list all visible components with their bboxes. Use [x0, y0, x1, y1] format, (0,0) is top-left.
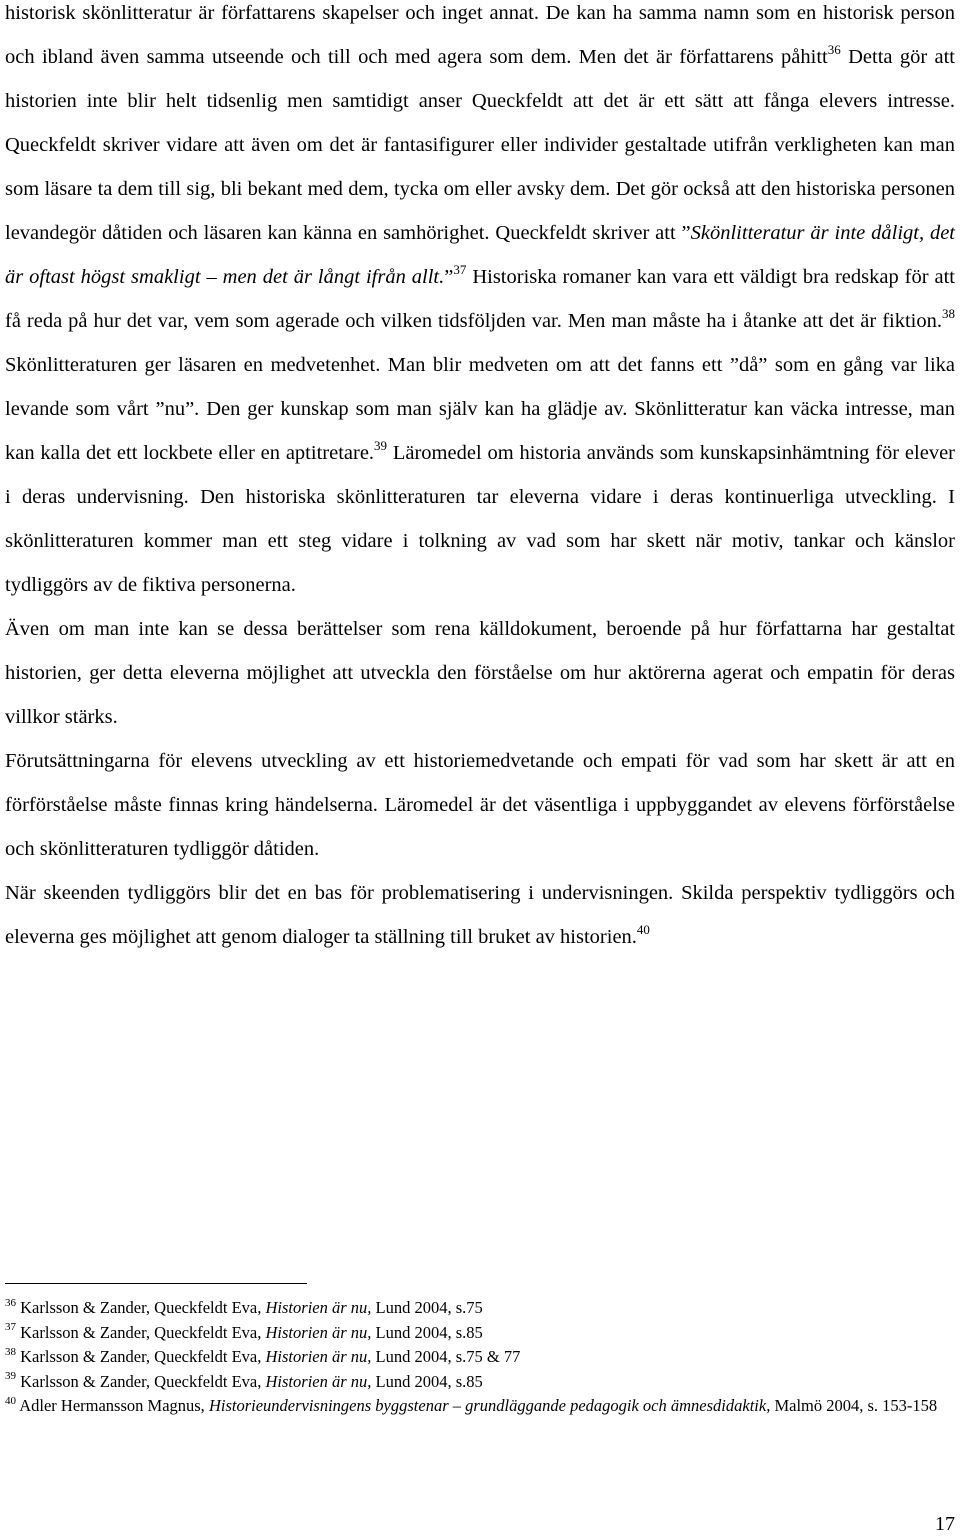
text-run: ”	[444, 266, 454, 288]
text-run: Karlsson & Zander, Queckfeldt Eva,	[20, 1322, 266, 1342]
text-run: Lund 2004, s.75	[371, 1298, 483, 1317]
italic-text: Historien är nu,	[265, 1322, 372, 1342]
footnote	[5, 1296, 955, 1321]
footnote-number: 40	[5, 1394, 16, 1407]
footnote-reference: 36	[827, 42, 841, 58]
footnote-number: 36	[5, 1296, 16, 1309]
text-run: När skeenden tydliggörs blir det en bas för problematisering i undervisningen. Skilda perspektiv tydliggörs och eleverna ges möjlighet att genom dialoger ta ställning till bruket av historien.	[5, 882, 955, 948]
text-run: Detta gör att historien inte blir helt tidsenlig men samtidigt anser Queckfeldt att det är ett sätt att fånga elevers intresse. Queckfeldt skriver vidare att även om det är fantasifigurer eller individer gestaltade utifrån verkligheten kan man som läsare ta dem till sig, bli bekant med dem, tycka om eller avsky dem. Det gör också att den historiska personen levandegör dåtiden och läsaren kan känna en samhörighet. Queckfeldt skriver att ”	[5, 46, 955, 244]
italic-text: Historien är nu,	[265, 1371, 372, 1391]
text-run: Karlsson & Zander, Queckfeldt Eva,	[20, 1371, 266, 1391]
footnote-number: 37	[5, 1321, 16, 1333]
body-text	[5, 0, 955, 959]
footnotes	[5, 1296, 955, 1419]
text-run: Karlsson & Zander, Queckfeldt Eva,	[20, 1298, 266, 1317]
italic-text: Historieundervisningens byggstenar – grundläggande pedagogik och ämnesdidaktik,	[208, 1396, 771, 1415]
text-run: Adler Hermansson Magnus,	[19, 1396, 209, 1415]
text-run: Även om man inte kan se dessa berättelser som rena källdokument, beroende på hur författarna har gestaltat historien, ger detta eleverna möjlighet att utveckla den förståelse om hur aktörerna agerat och empatin för deras villkor stärks.	[5, 618, 955, 728]
footnote-reference: 37	[453, 262, 467, 278]
footnote	[5, 1370, 955, 1395]
footnote-number: 39	[5, 1370, 16, 1382]
footnote-number: 38	[5, 1345, 16, 1358]
footnote	[5, 1394, 955, 1419]
text-run: Lund 2004, s.85	[371, 1322, 483, 1342]
footnote-reference: 39	[374, 438, 388, 454]
footnote-reference: 38	[942, 306, 955, 322]
text-run: Historiska romaner kan vara ett väldigt bra redskap för att få reda på hur det var, vem som agerade och vilken tidsföljden var. Men man måste ha i åtanke att det är fiktion.	[5, 266, 955, 332]
italic-text: Skönlitteratur är inte dåligt, det är oftast högst smakligt – men det är långt ifrån allt.	[5, 222, 955, 288]
text-run: Lund 2004, s.75 & 77	[371, 1347, 521, 1366]
page-number: 17	[935, 1513, 955, 1535]
italic-text: Historien är nu,	[265, 1347, 372, 1366]
footnote	[5, 1321, 955, 1346]
paragraph	[5, 0, 955, 607]
footnote-separator	[5, 1283, 307, 1284]
text-run: Läromedel om historia används som kunskapsinhämtning för elever i deras undervisning. Den historiska skönlitteraturen tar eleverna vidare i deras kontinuerliga utveckling. I skönlitteraturen kommer man ett steg vidare i tolkning av vad som har skett när motiv, tankar och känslor tydliggörs av de fiktiva personerna.	[5, 442, 955, 596]
paragraph	[5, 739, 955, 871]
italic-text: Historien är nu,	[265, 1298, 372, 1317]
footnote-reference: 40	[636, 922, 650, 938]
text-run: Lund 2004, s.85	[371, 1371, 483, 1391]
text-run: Skönlitteraturen ger läsaren en medvetenhet. Man blir medveten om att det fanns ett ”då” som en gång var lika levande som vårt ”nu”. Den ger kunskap som man själv kan ha glädje av. Skönlitteratur kan väcka intresse, man kan kalla det ett lockbete eller en aptitretare.	[5, 354, 955, 464]
footnote	[5, 1345, 955, 1370]
text-run: Malmö 2004, s. 153-158	[770, 1396, 938, 1415]
paragraph	[5, 607, 955, 739]
paragraph	[5, 871, 955, 959]
text-run: Förutsättningarna för elevens utveckling av ett historiemedvetande och empati för vad som har skett är att en förförståelse måste finnas kring händelserna. Läromedel är det väsentliga i uppbyggandet av elevens förförståelse och skönlitteraturen tydliggör dåtiden.	[5, 750, 955, 860]
text-run: Karlsson & Zander, Queckfeldt Eva,	[20, 1347, 266, 1366]
text-run: historisk skönlitteratur är författarens skapelser och inget annat. De kan ha samma namn som en historisk person och ibland även samma utseende och till och med agera som dem. Men det är författarens påhitt	[5, 2, 955, 68]
